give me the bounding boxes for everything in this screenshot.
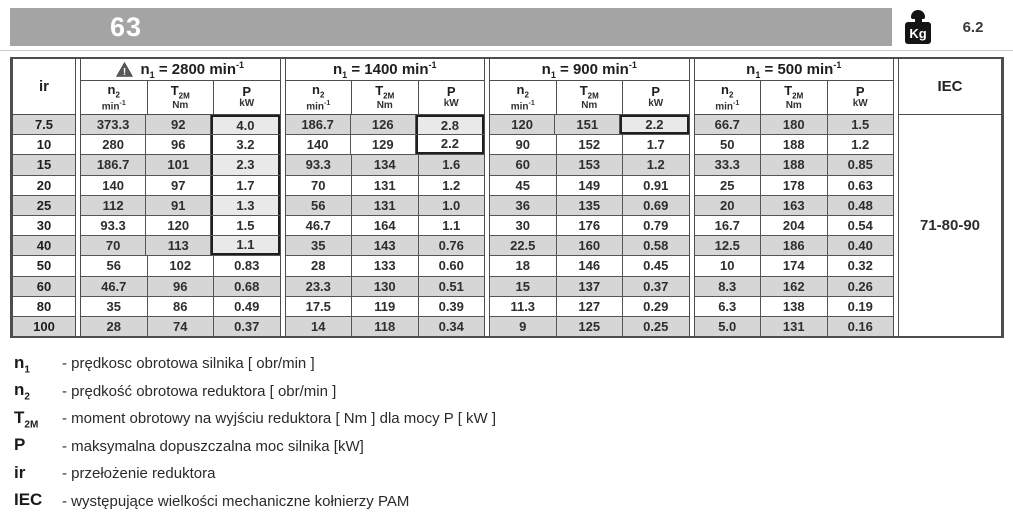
n2-cell: 50 — [695, 135, 762, 154]
kg-weight-icon — [903, 10, 933, 46]
kg-icon-label: Kg — [905, 22, 931, 44]
p-cell: 0.83 — [214, 256, 280, 275]
legend-item-iec — [14, 488, 974, 516]
t2m-cell: 119 — [352, 297, 419, 316]
ir-body — [13, 115, 75, 336]
group-body-500 — [695, 115, 894, 336]
legend-symbol: $n_1$ — [14, 352, 30, 375]
p-cell: 0.19 — [828, 297, 894, 316]
n2-cell: 60 — [490, 155, 557, 174]
speed-group-900 — [489, 59, 690, 336]
ir-cell: 30 — [13, 216, 75, 236]
p-cell: 1.2 — [419, 176, 485, 195]
p-cell: 3.2 — [211, 135, 279, 154]
table-row — [81, 155, 280, 175]
table-row — [81, 317, 280, 336]
p-cell: 1.0 — [419, 196, 485, 215]
p-cell: 0.68 — [214, 277, 280, 296]
p-cell: 0.37 — [623, 277, 689, 296]
n2-cell: 20 — [695, 196, 762, 215]
iec-header: IEC — [899, 59, 1001, 115]
p-cell: 1.7 — [211, 176, 279, 195]
legend-item-t2m — [14, 405, 974, 433]
model-number: 63 — [110, 11, 143, 42]
t2m-cell: 174 — [761, 256, 828, 275]
n2-cell: 18 — [490, 256, 557, 275]
t2m-cell: 149 — [557, 176, 624, 195]
table-row — [81, 236, 280, 256]
col-header-t2m: $T_{2M}$ Nm — [352, 81, 419, 114]
col-header-n2: $n_2$ $\min^{-1}$ — [81, 81, 148, 114]
table-row — [490, 155, 689, 175]
table-row — [81, 216, 280, 236]
p-cell: 0.16 — [828, 317, 894, 336]
n2-cell: 11.3 — [490, 297, 557, 316]
p-cell: 1.1 — [211, 236, 279, 255]
table-row — [81, 135, 280, 155]
table-row — [81, 115, 280, 135]
n2-cell: 66.7 — [695, 115, 762, 134]
t2m-cell: 125 — [557, 317, 624, 336]
p-cell: 0.25 — [623, 317, 689, 336]
n2-cell: 25 — [695, 176, 762, 195]
t2m-cell: 146 — [557, 256, 624, 275]
table-row — [490, 236, 689, 256]
table-row — [695, 155, 894, 175]
n2-cell: 140 — [81, 176, 146, 195]
n1-symbol: $n_1 = 2800$ $\min^{-1}$ — [140, 59, 245, 80]
n2-cell: 35 — [81, 297, 148, 316]
n2-cell: 14 — [286, 317, 353, 336]
p-cell: 0.32 — [828, 256, 894, 275]
p-cell: 1.2 — [828, 135, 894, 154]
t2m-cell: 188 — [761, 135, 828, 154]
t2m-cell: 137 — [557, 277, 624, 296]
col-header-t2m: $T_{2M}$ Nm — [761, 81, 828, 114]
p-cell: 2.8 — [416, 115, 484, 134]
p-cell: 4.0 — [211, 115, 279, 134]
n2-cell: 373.3 — [81, 115, 146, 134]
n2-cell: 186.7 — [286, 115, 351, 134]
table-row — [81, 196, 280, 216]
subheader-row — [490, 81, 689, 115]
table-row — [286, 176, 485, 196]
col-header-t2m: $T_{2M}$ Nm — [557, 81, 624, 114]
table-row — [286, 115, 485, 135]
legend-text: - przełożenie reduktora — [62, 465, 216, 483]
t2m-cell: 162 — [761, 277, 828, 296]
n1-symbol: $n_1 = 500$ $\min^{-1}$ — [746, 59, 842, 80]
table-row — [490, 115, 689, 135]
table-row — [490, 277, 689, 297]
n2-cell: 70 — [286, 176, 353, 195]
t2m-cell: 143 — [352, 236, 419, 255]
n2-cell: 12.5 — [695, 236, 762, 255]
n2-cell: 9 — [490, 317, 557, 336]
t2m-cell: 74 — [148, 317, 215, 336]
svg-text:!: ! — [123, 67, 127, 77]
legend-item-ir — [14, 460, 974, 488]
n2-cell: 140 — [286, 135, 351, 154]
p-cell: 0.26 — [828, 277, 894, 296]
t2m-cell: 91 — [146, 196, 211, 215]
p-cell: 2.3 — [211, 155, 279, 174]
legend-text: - prędkosc obrotowa silnika [ obr/min ] — [62, 355, 315, 373]
t2m-cell: 204 — [761, 216, 828, 235]
table-row — [490, 196, 689, 216]
n2-cell: 56 — [286, 196, 353, 215]
p-cell: 0.85 — [828, 155, 894, 174]
table-row — [490, 135, 689, 155]
table-row — [695, 115, 894, 135]
legend-text: - występujące wielkości mechaniczne kołnierzy PAM — [62, 492, 410, 510]
ir-cell: 7.5 — [13, 115, 75, 135]
t2m-cell: 131 — [352, 176, 419, 195]
t2m-cell: 86 — [148, 297, 215, 316]
n2-cell: 93.3 — [81, 216, 146, 235]
subheader-row — [695, 81, 894, 115]
n2-cell: 35 — [286, 236, 353, 255]
t2m-cell: 102 — [148, 256, 215, 275]
n2-cell: 23.3 — [286, 277, 353, 296]
t2m-cell: 153 — [557, 155, 624, 174]
table-row — [81, 256, 280, 276]
t2m-cell: 120 — [146, 216, 211, 235]
t2m-cell: 152 — [557, 135, 624, 154]
ir-cell: 15 — [13, 155, 75, 175]
group-body-2800 — [81, 115, 280, 336]
p-cell: 1.7 — [623, 135, 689, 154]
table-row — [81, 277, 280, 297]
ir-header: ir — [13, 59, 75, 115]
t2m-cell: 96 — [148, 277, 215, 296]
p-cell: 0.69 — [623, 196, 689, 215]
n1-symbol: $n_1 = 1400$ $\min^{-1}$ — [332, 59, 437, 80]
n2-cell: 30 — [490, 216, 557, 235]
iec-column — [898, 59, 1002, 336]
table-row — [81, 297, 280, 317]
n2-cell: 56 — [81, 256, 148, 275]
legend-text: - maksymalna dopuszczalna moc silnika [kW] — [62, 437, 364, 455]
n2-cell: 93.3 — [286, 155, 353, 174]
subheader-row — [81, 81, 280, 115]
p-cell: 0.91 — [623, 176, 689, 195]
t2m-cell: 133 — [352, 256, 419, 275]
p-cell: 1.6 — [419, 155, 485, 174]
speed-group-1400 — [285, 59, 486, 336]
n2-cell: 186.7 — [81, 155, 146, 174]
spec-table — [10, 57, 1004, 338]
iec-value: 71-80-90 — [899, 115, 1001, 336]
col-header-p: P kW — [443, 84, 459, 110]
col-header-n2: $n_2$ $\min^{-1}$ — [695, 81, 762, 114]
t2m-cell: 151 — [555, 115, 620, 134]
n2-cell: 17.5 — [286, 297, 353, 316]
p-cell: 1.2 — [623, 155, 689, 174]
n2-cell: 46.7 — [286, 216, 353, 235]
n2-cell: 33.3 — [695, 155, 762, 174]
n2-cell: 8.3 — [695, 277, 762, 296]
table-row — [695, 196, 894, 216]
n2-cell: 120 — [490, 115, 555, 134]
t2m-cell: 164 — [352, 216, 419, 235]
n2-cell: 6.3 — [695, 297, 762, 316]
p-cell: 1.5 — [828, 115, 894, 134]
p-cell: 0.48 — [828, 196, 894, 215]
ir-cell: 25 — [13, 196, 75, 216]
table-row — [695, 216, 894, 236]
t2m-cell: 163 — [761, 196, 828, 215]
ir-cell: 20 — [13, 176, 75, 196]
p-cell: 0.79 — [623, 216, 689, 235]
legend-item-p — [14, 433, 974, 461]
table-row — [695, 135, 894, 155]
t2m-cell: 101 — [146, 155, 211, 174]
col-header-p: P kW — [852, 84, 868, 110]
table-row — [286, 277, 485, 297]
t2m-cell: 129 — [351, 135, 416, 154]
n1-symbol: $n_1 = 900$ $\min^{-1}$ — [541, 59, 637, 80]
t2m-cell: 130 — [352, 277, 419, 296]
p-cell: 0.37 — [214, 317, 280, 336]
group-body-900 — [490, 115, 689, 336]
n2-cell: 112 — [81, 196, 146, 215]
n2-cell: 16.7 — [695, 216, 762, 235]
table-row — [81, 176, 280, 196]
n2-cell: 46.7 — [81, 277, 148, 296]
p-cell: 0.60 — [419, 256, 485, 275]
warning-icon — [116, 62, 133, 77]
table-row — [286, 155, 485, 175]
col-header-n2: $n_2$ $\min^{-1}$ — [286, 81, 353, 114]
weight-value: 6.2 — [962, 19, 984, 36]
legend-symbol: P — [14, 435, 26, 455]
table-row — [286, 236, 485, 256]
t2m-cell: 186 — [761, 236, 828, 255]
n2-cell: 5.0 — [695, 317, 762, 336]
table-row — [490, 317, 689, 336]
table-row — [695, 297, 894, 317]
kg-icon-knob — [911, 10, 925, 19]
n2-cell: 10 — [695, 256, 762, 275]
table-row — [490, 297, 689, 317]
p-cell: 0.40 — [828, 236, 894, 255]
t2m-cell: 134 — [352, 155, 419, 174]
col-header-p: P kW — [648, 84, 664, 110]
n2-cell: 15 — [490, 277, 557, 296]
t2m-cell: 178 — [761, 176, 828, 195]
col-header-p: P kW — [239, 84, 255, 110]
p-cell: 1.5 — [211, 216, 279, 235]
table-row — [286, 256, 485, 276]
t2m-cell: 92 — [146, 115, 211, 134]
speed-group-2800 — [80, 59, 281, 336]
col-header-t2m: $T_{2M}$ Nm — [148, 81, 215, 114]
p-cell: 0.45 — [623, 256, 689, 275]
n2-cell: 28 — [81, 317, 148, 336]
p-cell: 0.39 — [419, 297, 485, 316]
n2-cell: 36 — [490, 196, 557, 215]
p-cell: 0.54 — [828, 216, 894, 235]
n2-cell: 45 — [490, 176, 557, 195]
table-row — [286, 297, 485, 317]
legend — [14, 350, 974, 515]
speed-group-500 — [694, 59, 895, 336]
t2m-cell: 188 — [761, 155, 828, 174]
table-row — [695, 256, 894, 276]
p-cell: 0.49 — [214, 297, 280, 316]
group-header-900 — [490, 59, 689, 81]
t2m-cell: 160 — [557, 236, 624, 255]
p-cell: 0.76 — [419, 236, 485, 255]
table-row — [695, 176, 894, 196]
table-row — [286, 216, 485, 236]
p-cell: 1.1 — [419, 216, 485, 235]
legend-item-n1 — [14, 350, 974, 378]
table-row — [490, 256, 689, 276]
legend-text: - moment obrotowy na wyjściu reduktora [ Nm ] dla mocy P [ kW ] — [62, 410, 497, 428]
n2-cell: 280 — [81, 135, 146, 154]
ir-cell: 80 — [13, 297, 75, 317]
header-divider — [0, 50, 1013, 51]
t2m-cell: 131 — [761, 317, 828, 336]
table-row — [286, 135, 485, 155]
legend-symbol: IEC — [14, 490, 43, 510]
t2m-cell: 138 — [761, 297, 828, 316]
t2m-cell: 176 — [557, 216, 624, 235]
n2-cell: 70 — [81, 236, 146, 255]
p-cell: 0.58 — [623, 236, 689, 255]
t2m-cell: 131 — [352, 196, 419, 215]
group-body-1400 — [286, 115, 485, 336]
ir-cell: 60 — [13, 277, 75, 297]
p-cell: 1.3 — [211, 196, 279, 215]
table-row — [286, 317, 485, 336]
n2-cell: 90 — [490, 135, 557, 154]
p-cell: 0.29 — [623, 297, 689, 316]
col-header-n2: $n_2$ $\min^{-1}$ — [490, 81, 557, 114]
group-header-500 — [695, 59, 894, 81]
legend-item-n2 — [14, 378, 974, 406]
legend-symbol: $n_2$ — [14, 380, 30, 403]
table-row — [490, 176, 689, 196]
legend-symbol: $T_{2M}$ — [14, 407, 39, 430]
group-header-2800 — [81, 59, 280, 81]
ir-cell: 100 — [13, 317, 75, 336]
p-cell: 0.63 — [828, 176, 894, 195]
t2m-cell: 135 — [557, 196, 624, 215]
t2m-cell: 113 — [146, 236, 211, 255]
p-cell: 2.2 — [416, 135, 484, 154]
legend-symbol: ir — [14, 462, 26, 482]
table-row — [286, 196, 485, 216]
p-cell: 2.2 — [620, 115, 688, 134]
t2m-cell: 97 — [146, 176, 211, 195]
table-row — [490, 216, 689, 236]
table-row — [695, 317, 894, 336]
subheader-row — [286, 81, 485, 115]
t2m-cell: 96 — [146, 135, 211, 154]
n2-cell: 28 — [286, 256, 353, 275]
t2m-cell: 180 — [761, 115, 828, 134]
ir-cell: 50 — [13, 256, 75, 276]
t2m-cell: 118 — [352, 317, 419, 336]
group-header-1400 — [286, 59, 485, 81]
t2m-cell: 127 — [557, 297, 624, 316]
legend-text: - prędkość obrotowa reduktora [ obr/min ] — [62, 382, 337, 400]
ir-column — [12, 59, 76, 336]
n2-cell: 22.5 — [490, 236, 557, 255]
t2m-cell: 126 — [351, 115, 416, 134]
ir-cell: 10 — [13, 135, 75, 155]
ir-cell: 40 — [13, 236, 75, 256]
p-cell: 0.34 — [419, 317, 485, 336]
table-row — [695, 236, 894, 256]
table-row — [695, 277, 894, 297]
model-header-bar — [10, 8, 892, 46]
p-cell: 0.51 — [419, 277, 485, 296]
